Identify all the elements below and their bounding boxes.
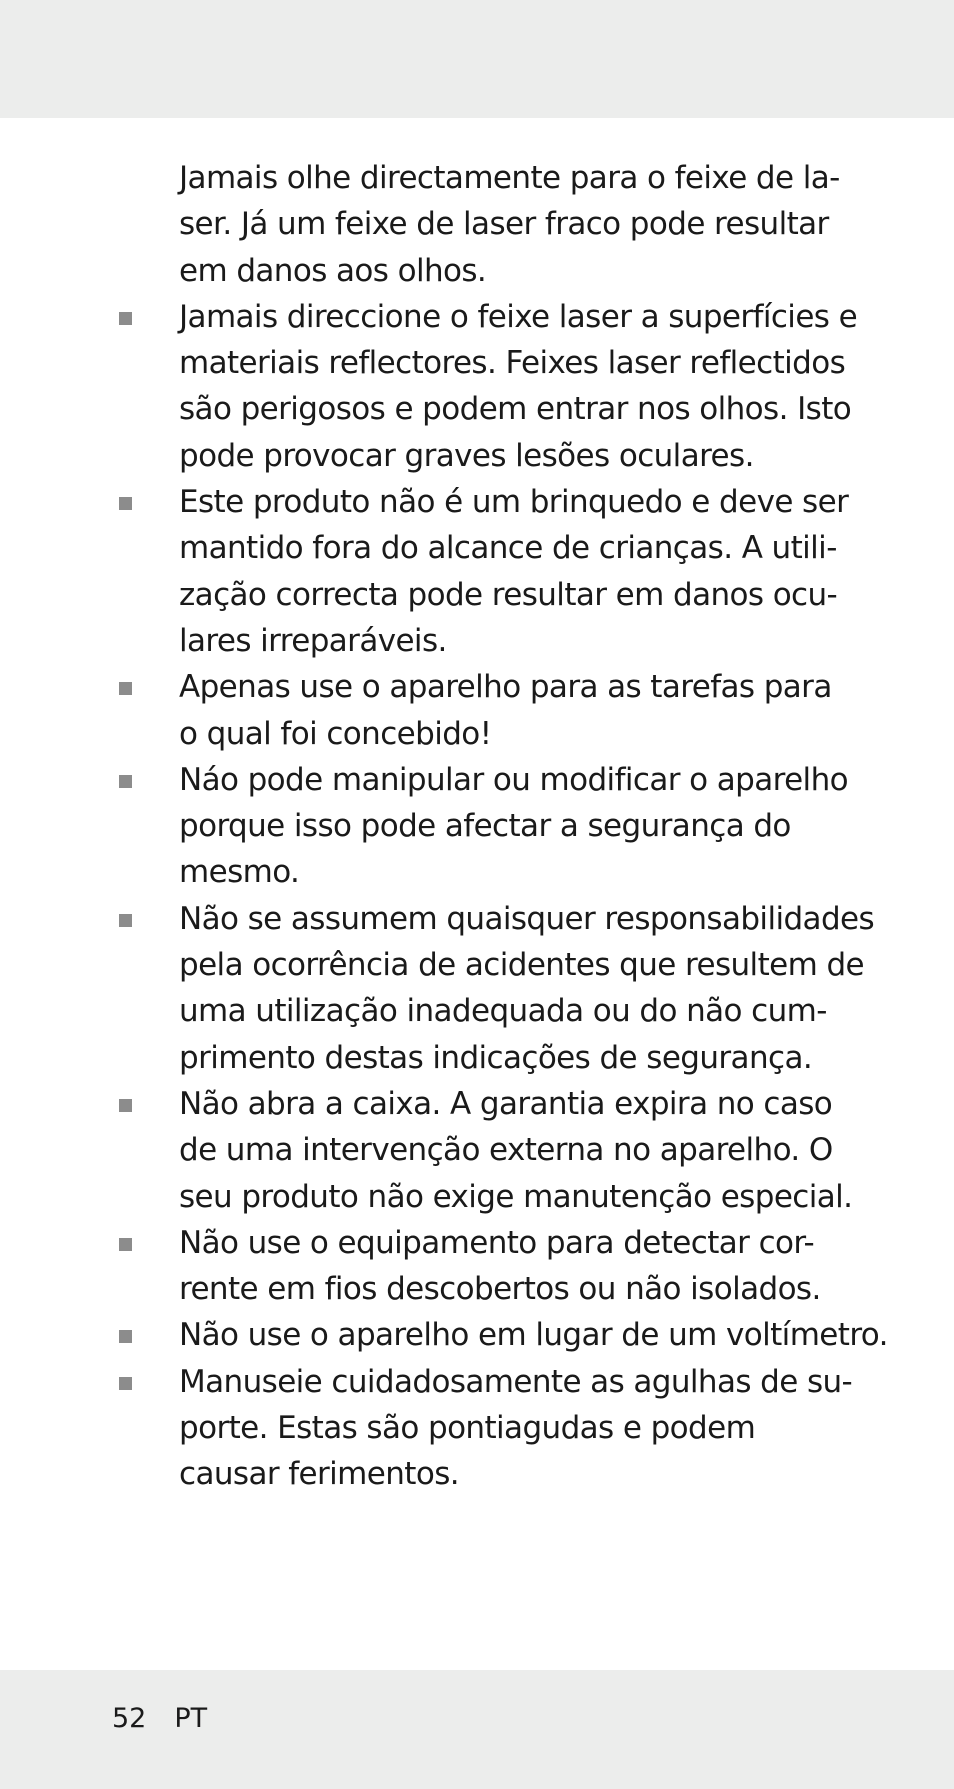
- text-line: [113, 248, 843, 294]
- line-text: Apenas use o aparelho para as tarefas para: [179, 669, 832, 706]
- text-line: [113, 1405, 843, 1451]
- bullet-item: [113, 479, 849, 664]
- line-text: ser. Já um feixe de laser fraco pode resultar: [179, 206, 829, 243]
- text-line: [113, 618, 843, 664]
- line-text: materiais reflectores. Feixes laser reflectidos: [179, 345, 846, 382]
- text-line: [113, 1266, 843, 1312]
- text-line: [113, 1035, 843, 1081]
- line-text: rente em fios descobertos ou não isolados.: [179, 1271, 821, 1308]
- bullet-item: [113, 294, 858, 479]
- square-bullet-icon: [119, 775, 132, 788]
- text-line: [113, 201, 843, 247]
- text-line: [113, 155, 843, 201]
- bullet-item: [113, 1312, 888, 1358]
- line-text: Não se assumem quaisquer responsabilidades: [179, 900, 875, 937]
- safety-instructions-list: [113, 155, 888, 1498]
- bullet-item: [113, 1220, 843, 1313]
- text-line: [113, 386, 852, 432]
- text-line: [113, 1220, 843, 1266]
- text-line: [113, 433, 843, 479]
- text-line: [113, 294, 858, 340]
- line-text: de uma intervenção externa no aparelho. O: [179, 1132, 833, 1169]
- line-text: mesmo.: [179, 854, 300, 891]
- text-line: [113, 1127, 843, 1173]
- text-line: [113, 988, 843, 1034]
- square-bullet-icon: [119, 497, 132, 510]
- line-text: primento destas indicações de segurança.: [179, 1039, 813, 1076]
- line-text: Jamais olhe directamente para o feixe de la-: [179, 160, 840, 196]
- line-text: mantido fora do alcance de crianças. A utili-: [179, 530, 837, 567]
- square-bullet-icon: [119, 914, 132, 927]
- square-bullet-icon: [119, 1377, 132, 1390]
- bullet-item: [113, 896, 875, 1081]
- text-line: [113, 1312, 888, 1358]
- line-text: são perigosos e podem entrar nos olhos. Isto: [179, 391, 852, 428]
- text-line: [113, 803, 843, 849]
- page-number: 52: [112, 1703, 147, 1734]
- line-text: porque isso pode afectar a segurança do: [179, 808, 791, 845]
- text-line: [113, 340, 846, 386]
- line-text: Este produto não é um brinquedo e deve ser: [179, 484, 849, 521]
- text-line: [113, 1359, 853, 1405]
- square-bullet-icon: [119, 1099, 132, 1112]
- line-text: em danos aos olhos.: [179, 252, 487, 289]
- line-text: causar ferimentos.: [179, 1456, 460, 1493]
- line-text: Não use o aparelho em lugar de um voltímetro.: [179, 1317, 888, 1354]
- text-line: [113, 942, 864, 988]
- line-text: Manuseie cuidadosamente as agulhas de su-: [179, 1363, 853, 1400]
- bullet-item: [113, 757, 848, 896]
- line-text: Jamais direccione o feixe laser a superfícies e: [179, 298, 858, 335]
- page-footer: [112, 1702, 207, 1736]
- square-bullet-icon: [119, 1238, 132, 1251]
- text-line: [113, 479, 849, 525]
- square-bullet-icon: [119, 682, 132, 695]
- line-text: pode provocar graves lesões oculares.: [179, 437, 754, 474]
- square-bullet-icon: [119, 1330, 132, 1343]
- line-text: Não use o equipamento para detectar cor-: [179, 1224, 815, 1261]
- line-text: o qual foi concebido!: [179, 715, 492, 752]
- text-line: [113, 757, 848, 803]
- line-text: Não abra a caixa. A garantia expira no caso: [179, 1085, 833, 1122]
- text-line: [113, 1451, 843, 1497]
- text-line: [113, 896, 875, 942]
- text-line: [113, 711, 843, 757]
- language-code: PT: [174, 1703, 208, 1734]
- line-text: pela ocorrência de acidentes que resultem de: [179, 947, 864, 984]
- line-text: zação correcta pode resultar em danos ocu-: [179, 576, 838, 613]
- bullet-item: [113, 1081, 853, 1220]
- continuation-paragraph: [113, 155, 843, 294]
- line-text: seu produto não exige manutenção especial.: [179, 1178, 853, 1215]
- text-line: [113, 1081, 843, 1127]
- line-text: lares irreparáveis.: [179, 622, 447, 659]
- text-line: [113, 664, 843, 710]
- text-line: [113, 849, 843, 895]
- bullet-item: [113, 1359, 853, 1498]
- bullet-item: [113, 664, 843, 757]
- line-text: uma utilização inadequada ou do não cum-: [179, 993, 827, 1030]
- line-text: Náo pode manipular ou modificar o aparelho: [179, 761, 848, 798]
- square-bullet-icon: [119, 312, 132, 325]
- line-text: porte. Estas são pontiagudas e podem: [179, 1410, 756, 1447]
- header-band: [0, 0, 954, 118]
- text-line: [113, 1174, 853, 1220]
- text-line: [113, 525, 843, 571]
- text-line: [113, 572, 843, 618]
